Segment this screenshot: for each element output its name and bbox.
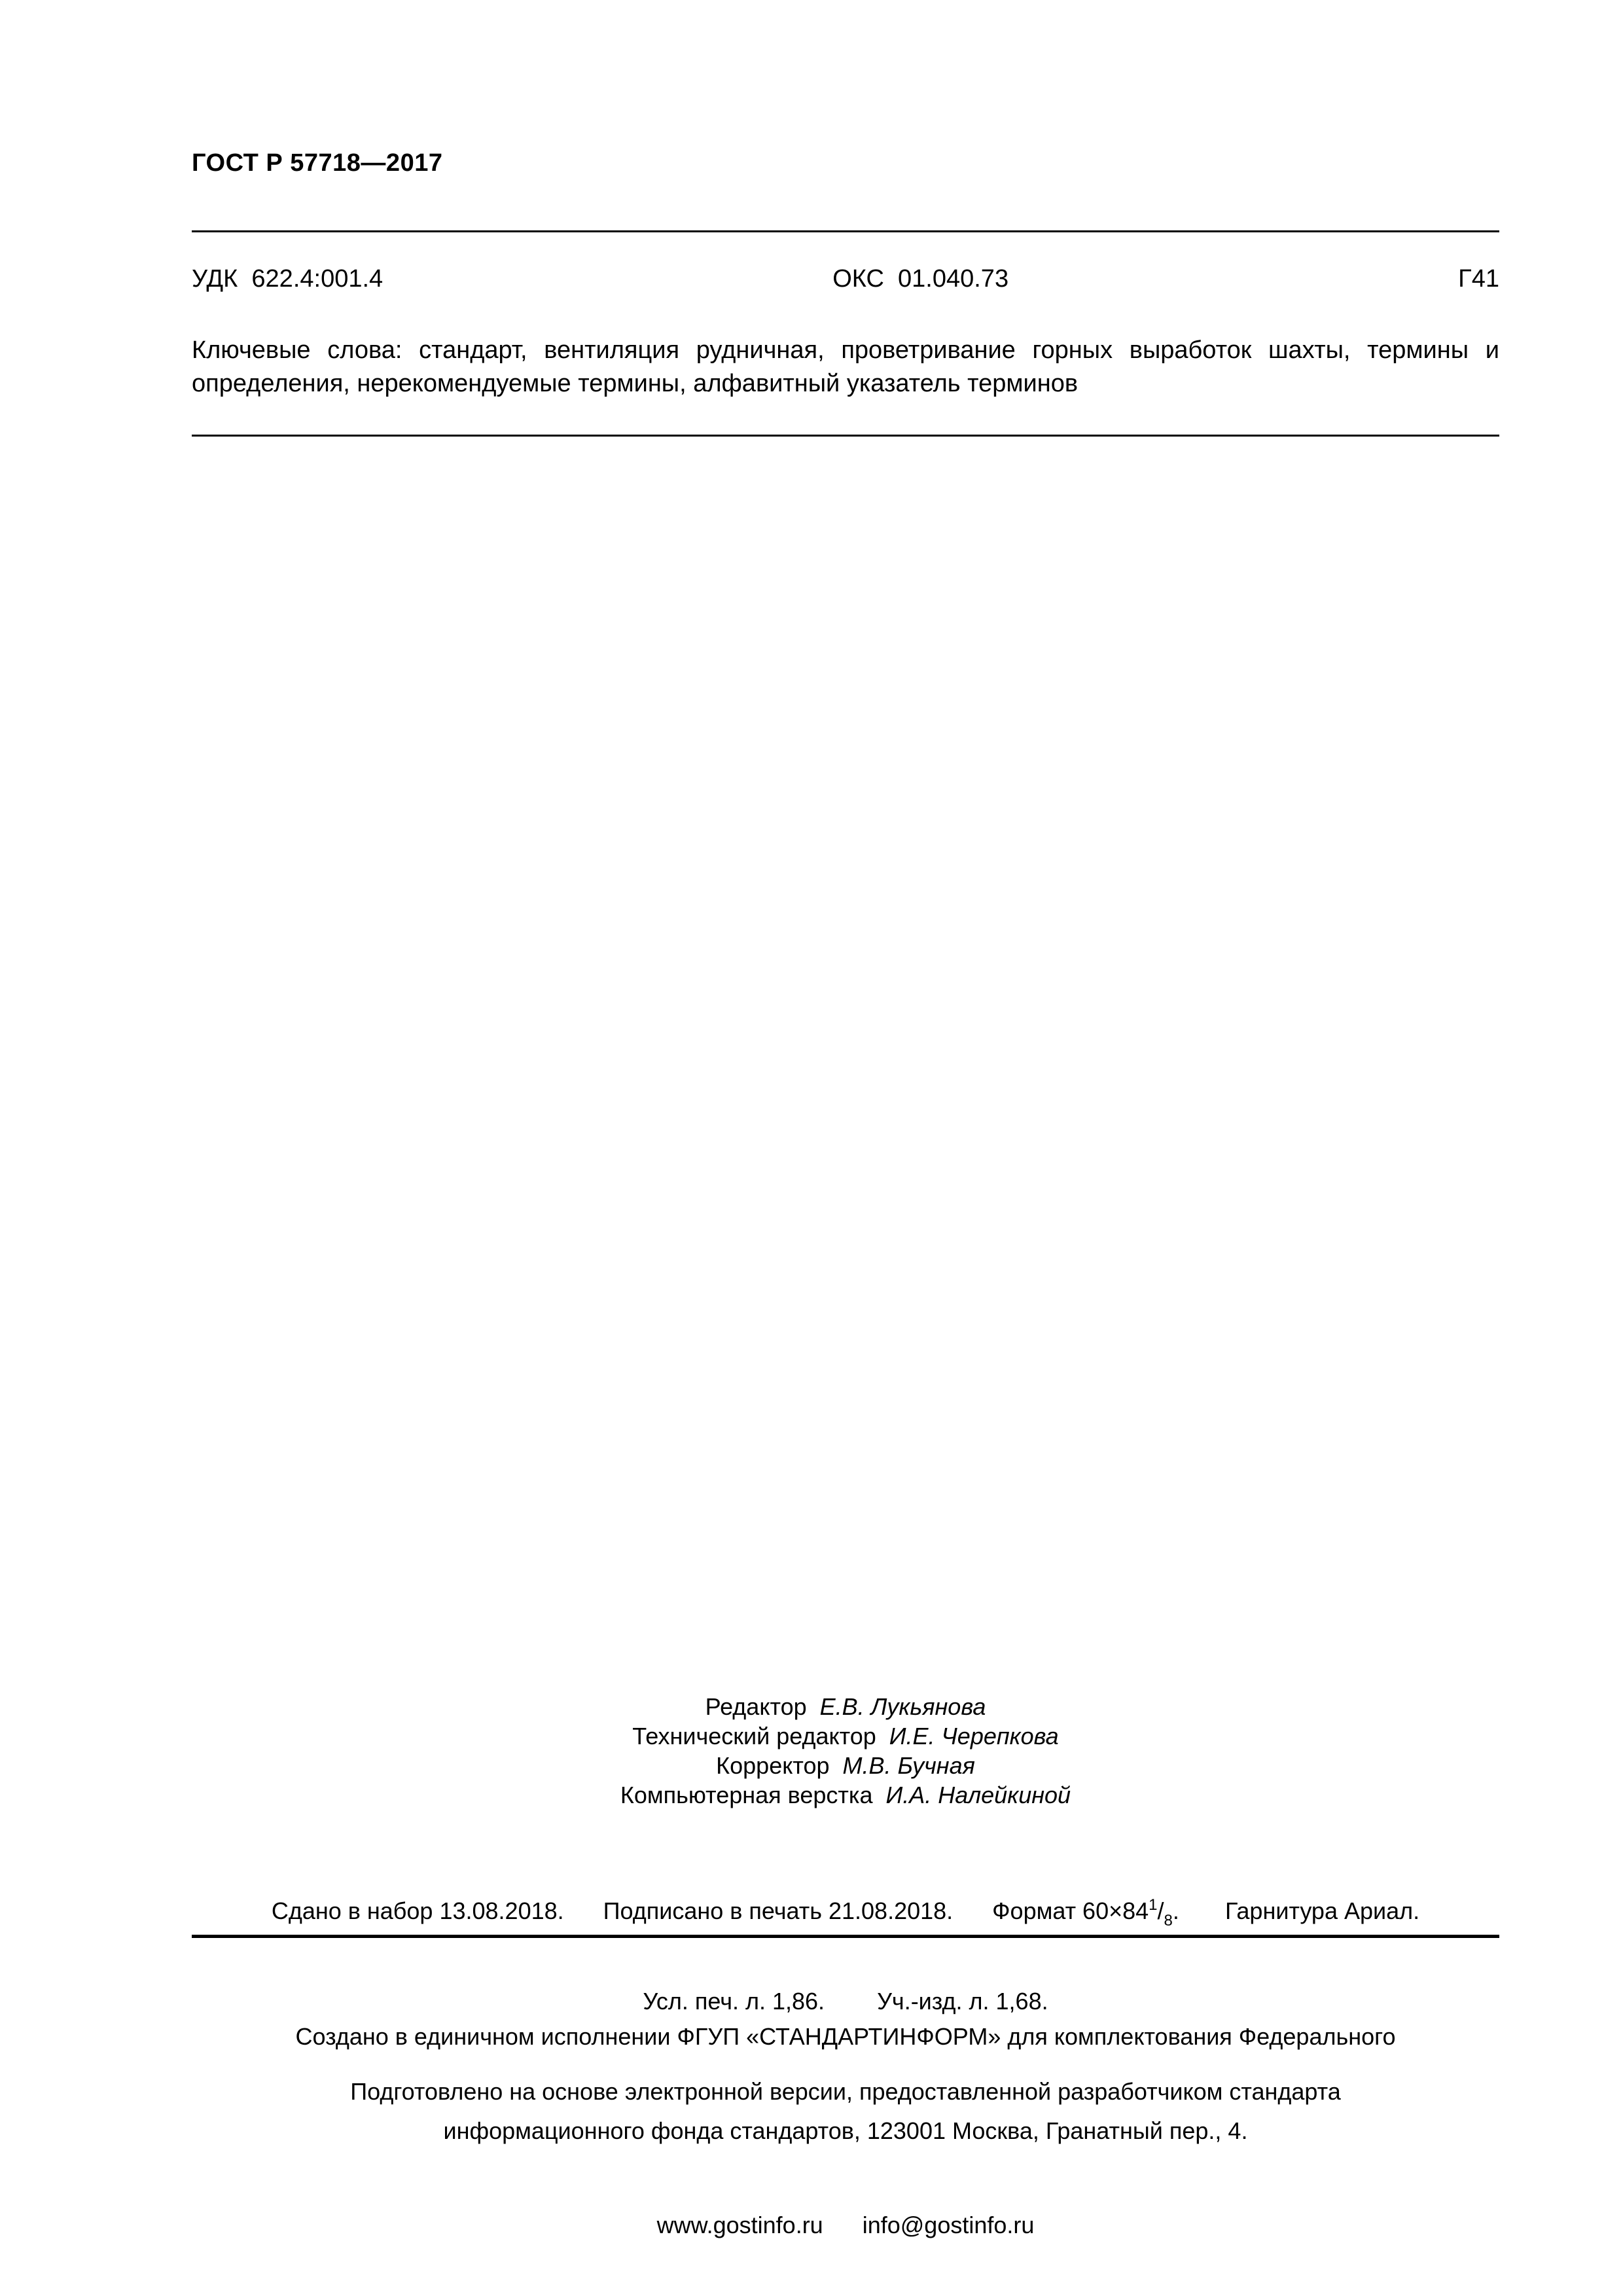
footer-line-1: Создано в единичном исполнении ФГУП «СТАНДАРТИНФОРМ» для комплектования Федерального bbox=[295, 2023, 1396, 2050]
imprint-line-3: Подготовлено на основе электронной версии, предоставленной разработчиком стандарта bbox=[350, 2078, 1341, 2105]
publisher-footer bbox=[192, 1958, 1499, 2272]
email-link[interactable]: info@gostinfo.ru bbox=[862, 2212, 1035, 2238]
typeface: Гарнитура Ариал. bbox=[1224, 1897, 1420, 1924]
imprint-line-1 bbox=[192, 1896, 1499, 1929]
publisher-sheets: Уч.-изд. л. 1,68. bbox=[877, 1988, 1048, 2015]
submitted-date: Сдано в набор 13.08.2018. bbox=[271, 1897, 564, 1924]
category-code: Г41 bbox=[1458, 265, 1499, 293]
format-prefix: Формат 60×84 bbox=[992, 1897, 1149, 1924]
credit-role: Технический редактор bbox=[632, 1723, 889, 1749]
credit-person: Е.В. Лукьянова bbox=[819, 1693, 986, 1720]
format-numerator: 1 bbox=[1149, 1896, 1158, 1914]
keywords-divider bbox=[192, 435, 1499, 437]
format-slash: / bbox=[1157, 1897, 1164, 1924]
udk-code: УДК 622.4:001.4 bbox=[192, 265, 383, 293]
oks-code: ОКС 01.040.73 bbox=[832, 265, 1009, 293]
website-link[interactable]: www.gostinfo.ru bbox=[656, 2212, 823, 2238]
paper-format bbox=[992, 1896, 1179, 1929]
credit-role: Корректор bbox=[716, 1752, 843, 1779]
document-code: ГОСТ Р 57718—2017 bbox=[192, 149, 443, 177]
format-suffix: . bbox=[1172, 1897, 1179, 1924]
signed-date: Подписано в печать 21.08.2018. bbox=[603, 1897, 954, 1924]
credit-person: И.А. Налейкиной bbox=[885, 1782, 1071, 1808]
credit-role: Редактор bbox=[705, 1693, 820, 1720]
footer-line-2: информационного фонда стандартов, 123001 Москва, Гранатный пер., 4. bbox=[443, 2117, 1248, 2144]
classification-row bbox=[192, 265, 1499, 293]
footer-divider bbox=[192, 1935, 1499, 1938]
credit-role: Компьютерная верстка bbox=[620, 1782, 886, 1808]
credit-person: И.Е. Черепкова bbox=[889, 1723, 1059, 1749]
credit-person: М.В. Бучная bbox=[842, 1752, 975, 1779]
print-sheets: Усл. печ. л. 1,86. bbox=[643, 1988, 825, 2015]
credits-block bbox=[192, 1692, 1499, 1810]
top-divider bbox=[192, 230, 1499, 232]
credit-typesetter bbox=[192, 1780, 1499, 1810]
credit-proofreader bbox=[192, 1751, 1499, 1780]
credit-tech-editor bbox=[192, 1721, 1499, 1751]
format-denominator: 8 bbox=[1164, 1912, 1173, 1929]
keywords-paragraph: Ключевые слова: стандарт, вентиляция рудничная, проветривание горных выработок шахты, термины и определения, нерекомендуемые термины, алфавитный указатель терминов bbox=[192, 336, 1499, 397]
credit-editor bbox=[192, 1692, 1499, 1721]
footer-contacts bbox=[192, 2210, 1499, 2241]
